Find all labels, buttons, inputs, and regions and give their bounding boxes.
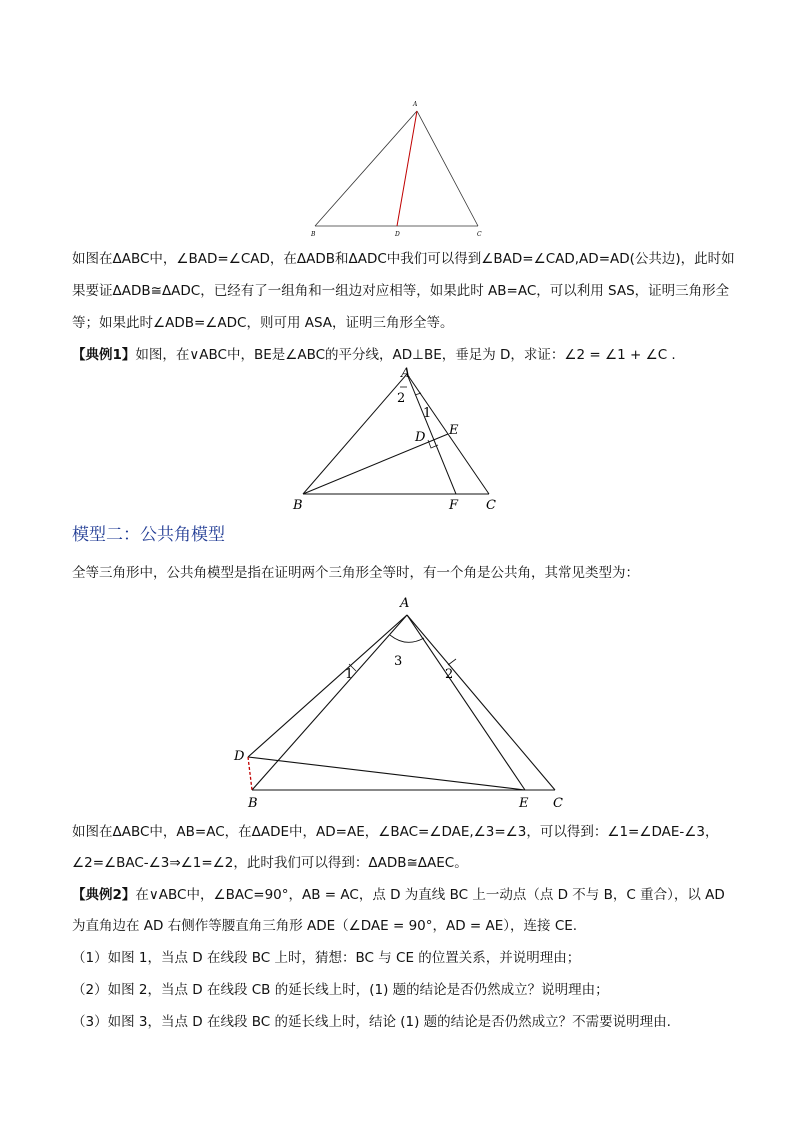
label-e: E	[449, 423, 459, 438]
segment-de	[248, 757, 525, 790]
angle-3-arc	[390, 635, 424, 642]
example-2-line-1	[72, 883, 725, 903]
segment-ad	[397, 111, 417, 226]
figure-1-triangle	[300, 95, 500, 240]
label-1: 1	[423, 406, 432, 421]
label-b: B	[311, 231, 316, 238]
example-2-tag: 【典例2】	[72, 887, 136, 903]
label-c: C	[477, 231, 482, 238]
label-b: B	[293, 498, 303, 513]
example-2-text: 在∨ABC中，∠BAC=90°，AB = AC，点 D 为直线 BC 上一动点（点 D 不与 B，C 重合），以 AD	[135, 887, 725, 903]
segment-ae	[407, 615, 525, 790]
label-2: 2	[397, 391, 406, 406]
side-ab	[303, 374, 407, 494]
example-1-text: 如图，在∨ABC中，BE是∠ABC的平分线，AD⊥BE，垂足为 D，求证：∠2 = ∠1 + ∠C .	[135, 347, 676, 363]
segment-db	[248, 757, 252, 790]
label-f: F	[449, 498, 459, 513]
label-d: D	[234, 749, 245, 764]
example-1	[72, 343, 676, 363]
example-1-tag: 【典例1】	[72, 347, 136, 363]
question-1: （1）如图 1，当点 D 在线段 BC 上时，猜想：BC 与 CE 的位置关系，并说明理由；	[72, 950, 581, 966]
question-2: （2）如图 2，当点 D 在线段 CB 的延长线上时，(1) 题的结论是否仍然成立？说明理由；	[72, 982, 609, 998]
figure-3-common-angle	[228, 588, 573, 813]
label-c: C	[553, 796, 563, 811]
label-e: E	[519, 796, 529, 811]
label-a: A	[401, 366, 411, 381]
example-2-line-2: 为直角边在 AD 右侧作等腰直角三角形 ADE（∠DAE = 90°，AD = AE），连接 CE.	[72, 918, 578, 934]
segment-ac	[407, 615, 555, 790]
label-2: 2	[445, 667, 454, 682]
segment-be	[303, 434, 448, 494]
label-1: 1	[345, 667, 354, 682]
segment-ad	[248, 615, 407, 757]
label-d: D	[415, 430, 426, 445]
label-c: C	[486, 498, 496, 513]
paragraph-1-line-2: 果要证ΔADB≅ΔADC，已经有了一组角和一组边对应相等，如果此时 AB=AC，可以利用 SAS，证明三角形全	[72, 283, 730, 299]
label-b: B	[248, 796, 258, 811]
angle-2-mark	[448, 659, 456, 665]
section-heading: 模型二：公共角模型	[72, 525, 225, 545]
label-3: 3	[394, 654, 403, 669]
figure-2-triangle	[285, 362, 505, 517]
paragraph-1-line-3: 等；如果此时∠ADB=∠ADC，则可用 ASA，证明三角形全等。	[72, 315, 454, 331]
label-a: A	[413, 101, 418, 108]
question-3: （3）如图 3，当点 D 在线段 BC 的延长线上时，结论 (1) 题的结论是否仍然成立？不需要说明理由.	[72, 1014, 671, 1030]
segment-ab	[252, 615, 407, 790]
label-d: D	[395, 231, 400, 238]
side-ac	[417, 111, 478, 226]
label-a: A	[400, 596, 410, 611]
paragraph-2-line-1: 如图在ΔABC中，AB=AC，在ΔADE中，AD=AE，∠BAC=∠DAE,∠3=∠3，可以得到：∠1=∠DAE-∠3，	[72, 824, 719, 840]
paragraph-2-line-2: ∠2=∠BAC-∠3⇒∠1=∠2，此时我们可以得到：ΔADB≅ΔAEC。	[72, 855, 468, 871]
paragraph-1-line-1: 如图在ΔABC中，∠BAD=∠CAD，在ΔADB和ΔADC中我们可以得到∠BAD=∠CAD,AD=AD(公共边)，此时如	[72, 251, 735, 267]
section-intro: 全等三角形中，公共角模型是指在证明两个三角形全等时，有一个角是公共角，其常见类型为：	[72, 565, 639, 581]
side-ab	[315, 111, 417, 226]
